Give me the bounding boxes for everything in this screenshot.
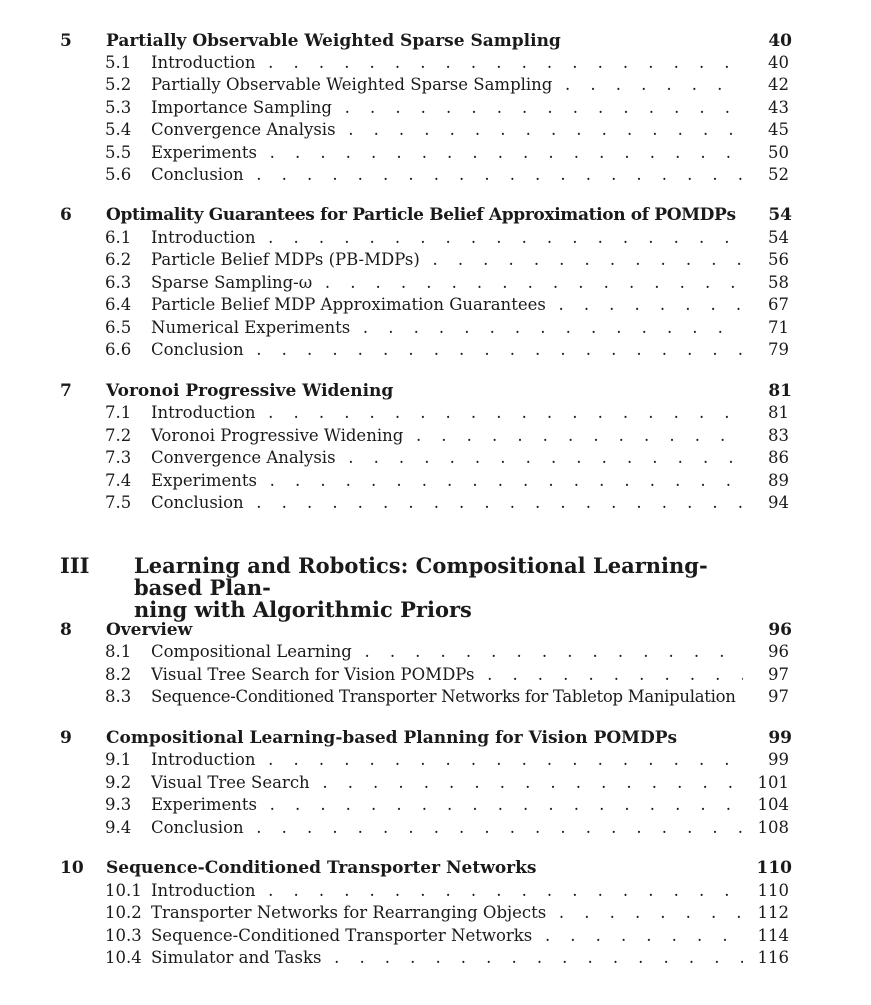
part-title-line2: ning with Algorithmic Priors [134, 597, 472, 622]
section-page: 52 [768, 165, 789, 184]
section-page: 101 [757, 773, 789, 792]
section-title: Particle Belief MDPs (PB-MDPs) . . . [151, 249, 743, 271]
section-title: Introduction . . . [151, 749, 743, 771]
section-page: 71 [768, 318, 789, 337]
section-number: 5.1 [105, 53, 132, 72]
chapter-title: Voronoi Progressive Widening [106, 381, 394, 401]
toc-chapter[interactable] [60, 857, 792, 879]
section-number: 5.2 [105, 75, 132, 94]
section-number: 8.2 [105, 665, 132, 684]
section-number: 10.1 [105, 881, 142, 900]
section-title: Experiments . . . [151, 142, 743, 164]
section-number: 5.6 [105, 165, 132, 184]
section-number: 9.4 [105, 818, 132, 837]
toc-section[interactable] [105, 447, 789, 469]
chapter-page: 81 [768, 381, 792, 401]
section-number: 6.6 [105, 340, 132, 359]
section-number: 6.3 [105, 273, 132, 292]
part-title [134, 555, 774, 621]
section-page: 79 [768, 340, 789, 359]
section-number: 6.4 [105, 295, 132, 314]
chapter-title: Overview [106, 620, 193, 640]
toc-section[interactable] [105, 402, 789, 424]
section-number: 7.1 [105, 403, 132, 422]
toc-section[interactable] [105, 664, 789, 686]
section-page: 42 [768, 75, 789, 94]
toc-section[interactable] [105, 227, 789, 249]
section-title: Conclusion . . . [151, 164, 743, 186]
toc-chapter[interactable] [60, 727, 792, 749]
section-page: 97 [768, 665, 789, 684]
part-number: III [60, 553, 90, 578]
section-page: 116 [757, 948, 789, 967]
toc-chapter[interactable] [60, 619, 792, 641]
toc-section[interactable] [105, 317, 789, 339]
section-number: 8.1 [105, 642, 132, 661]
section-page: 110 [757, 881, 789, 900]
toc-section[interactable] [105, 425, 789, 447]
section-number: 6.5 [105, 318, 132, 337]
toc-section[interactable] [105, 164, 789, 186]
section-number: 5.5 [105, 143, 132, 162]
toc-section[interactable] [105, 272, 789, 294]
section-page: 99 [768, 750, 789, 769]
section-title: Experiments . . . [151, 470, 743, 492]
section-number: 9.3 [105, 795, 132, 814]
section-title: Numerical Experiments . . . [151, 317, 743, 339]
section-number: 6.2 [105, 250, 132, 269]
section-title: Conclusion . . . [151, 339, 743, 361]
chapter-number: 8 [60, 620, 72, 640]
section-title: Experiments . . . [151, 794, 743, 816]
section-page: 56 [768, 250, 789, 269]
section-number: 6.1 [105, 228, 132, 247]
section-number: 10.4 [105, 948, 142, 967]
section-title: Introduction . . . [151, 227, 743, 249]
chapter-number: 10 [60, 858, 84, 878]
section-page: 104 [757, 795, 789, 814]
section-number: 5.4 [105, 120, 132, 139]
toc-section[interactable] [105, 749, 789, 771]
section-title: Introduction . . . [151, 880, 743, 902]
toc-chapter[interactable] [60, 204, 792, 226]
section-title: Simulator and Tasks . . . [151, 947, 743, 969]
chapter-title: Compositional Learning-based Planning for Vision POMDPs [106, 728, 678, 748]
section-page: 67 [768, 295, 789, 314]
section-page: 96 [768, 642, 789, 661]
section-page: 50 [768, 143, 789, 162]
part-title-line1: Learning and Robotics: Compositional Learning-based Plan- [134, 553, 708, 600]
toc-chapter[interactable] [60, 30, 792, 52]
chapter-page: 99 [768, 728, 792, 748]
chapter-title: Sequence-Conditioned Transporter Networks [106, 858, 537, 878]
toc-section[interactable] [105, 925, 789, 947]
section-page: 43 [768, 98, 789, 117]
section-number: 10.2 [105, 903, 142, 922]
section-title: Conclusion . . . [151, 817, 743, 839]
toc-section[interactable] [105, 772, 789, 794]
toc-section[interactable] [105, 641, 789, 663]
toc-section[interactable] [105, 470, 789, 492]
section-title: Conclusion . . . [151, 492, 743, 514]
toc-chapter[interactable] [60, 380, 792, 402]
toc-section[interactable] [105, 142, 789, 164]
section-number: 10.3 [105, 926, 142, 945]
section-title: Visual Tree Search . . . [151, 772, 743, 794]
section-number: 9.2 [105, 773, 132, 792]
section-page: 108 [757, 818, 789, 837]
section-number: 8.3 [105, 687, 132, 706]
chapter-page: 110 [756, 858, 792, 878]
section-page: 45 [768, 120, 789, 139]
section-title: Sparse Sampling-ω . . . [151, 272, 743, 294]
section-title: Convergence Analysis . . . [151, 119, 743, 141]
section-title: Compositional Learning . . . [151, 641, 743, 663]
toc-section[interactable] [105, 339, 789, 361]
toc-section[interactable] [105, 74, 789, 96]
chapter-number: 9 [60, 728, 72, 748]
section-page: 89 [768, 471, 789, 490]
toc-section[interactable] [105, 492, 789, 514]
section-number: 7.3 [105, 448, 132, 467]
section-page: 81 [768, 403, 789, 422]
section-page: 97 [768, 687, 789, 706]
toc-section[interactable] [105, 686, 789, 708]
section-title: Voronoi Progressive Widening . . . [151, 425, 743, 447]
toc-section[interactable] [105, 794, 789, 816]
chapter-page: 54 [768, 205, 792, 225]
section-title: Visual Tree Search for Vision POMDPs . . . [151, 664, 743, 686]
section-title: Transporter Networks for Rearranging Objects . . . [151, 902, 743, 924]
toc-section[interactable] [105, 249, 789, 271]
section-number: 5.3 [105, 98, 132, 117]
toc-section[interactable] [105, 817, 789, 839]
toc-section[interactable] [105, 880, 789, 902]
toc-section[interactable] [105, 52, 789, 74]
section-number: 9.1 [105, 750, 132, 769]
section-page: 40 [768, 53, 789, 72]
section-page: 54 [768, 228, 789, 247]
section-title: Partially Observable Weighted Sparse Sampling . . . [151, 74, 743, 96]
section-page: 94 [768, 493, 789, 512]
toc-section[interactable] [105, 947, 789, 969]
section-title: Sequence-Conditioned Transporter Networks for Tabletop Manipulation . . . [151, 686, 743, 708]
section-number: 7.5 [105, 493, 132, 512]
section-page: 114 [757, 926, 789, 945]
section-number: 7.2 [105, 426, 132, 445]
section-number: 7.4 [105, 471, 132, 490]
chapter-title: Optimality Guarantees for Particle Belief Approximation of POMDPs [106, 205, 736, 225]
toc-section[interactable] [105, 902, 789, 924]
section-title: Introduction . . . [151, 402, 743, 424]
section-title: Convergence Analysis . . . [151, 447, 743, 469]
section-page: 86 [768, 448, 789, 467]
chapter-number: 7 [60, 381, 72, 401]
section-title: Particle Belief MDP Approximation Guarantees . . . [151, 294, 743, 316]
toc-section[interactable] [105, 119, 789, 141]
section-page: 112 [757, 903, 789, 922]
chapter-number: 5 [60, 31, 72, 51]
section-title: Importance Sampling . . . [151, 97, 743, 119]
section-page: 58 [768, 273, 789, 292]
chapter-page: 40 [768, 31, 792, 51]
chapter-number: 6 [60, 205, 72, 225]
toc-section[interactable] [105, 97, 789, 119]
toc-section[interactable] [105, 294, 789, 316]
chapter-page: 96 [768, 620, 792, 640]
section-page: 83 [768, 426, 789, 445]
section-title: Introduction . . . [151, 52, 743, 74]
section-title: Sequence-Conditioned Transporter Networks . . . [151, 925, 743, 947]
chapter-title: Partially Observable Weighted Sparse Sampling [106, 31, 561, 51]
